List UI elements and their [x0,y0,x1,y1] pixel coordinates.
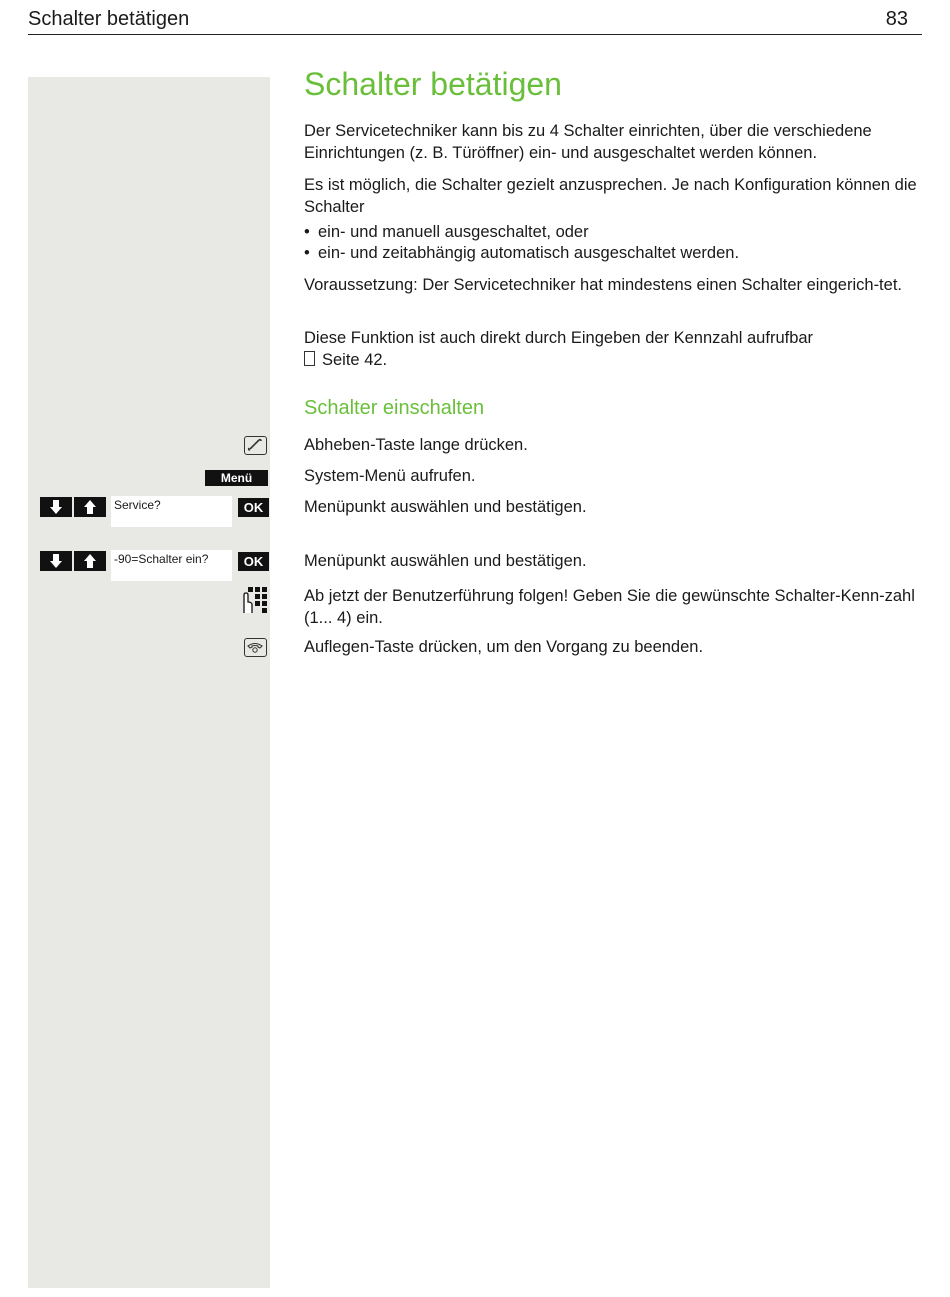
page-number: 83 [885,8,908,30]
instruction-sidebar [28,77,270,1288]
menu-softkey[interactable]: Menü [205,470,268,486]
step-text: Ab jetzt der Benutzerführung folgen! Geben Sie die gewünschte Schalter-Kenn-zahl (1... 4) ein. [304,587,915,627]
intro-paragraph-2: Es ist möglich, die Schalter gezielt anzusprechen. Je nach Konfiguration können die Schalter [304,176,917,216]
page-reference-icon [304,351,315,366]
display-service: Service? [111,496,232,527]
display-switch-on: -90=Schalter ein? [111,550,232,581]
arrow-down-icon [49,499,63,515]
onhook-key-icon [244,638,267,657]
page-header [28,6,922,35]
step-text: Auflegen-Taste drücken, um den Vorgang zu beenden. [304,638,704,656]
arrow-up-icon [83,499,97,515]
keypad-icon [240,586,268,614]
arrow-down-key[interactable] [40,497,72,517]
offhook-key-icon [244,436,267,455]
arrow-up-key[interactable] [74,551,106,571]
arrow-down-key[interactable] [40,551,72,571]
ok-key[interactable]: OK [238,498,269,517]
step-text: Menüpunkt auswählen und bestätigen. [304,552,587,570]
intro-paragraph-4: Diese Funktion ist auch direkt durch Eingeben der Kennzahl aufrufbar [304,329,814,347]
ok-key[interactable]: OK [238,552,269,571]
arrow-up-key[interactable] [74,497,106,517]
bullet-item: • ein- und zeitabhängig automatisch ausgeschaltet werden. [304,244,740,262]
intro-paragraph-1: Der Servicetechniker kann bis zu 4 Schalter einrichten, über die verschiedene Einrichtungen (z. B. Türöffner) ein- und ausgeschaltet werden können. [304,122,872,162]
arrow-up-icon [83,553,97,569]
section-title: Schalter einschalten [304,397,485,419]
page-reference-text: Seite 42. [322,351,388,369]
step-text: Abheben-Taste lange drücken. [304,436,528,454]
arrow-down-icon [49,553,63,569]
bullet-item: • ein- und manuell ausgeschaltet, oder [304,223,589,241]
page-reference [304,350,924,372]
page-title: Schalter betätigen [304,66,562,102]
step-text: System-Menü aufrufen. [304,467,476,485]
step-text: Menüpunkt auswählen und bestätigen. [304,498,587,516]
intro-paragraph-3: Voraussetzung: Der Servicetechniker hat mindestens einen Schalter eingerich-tet. [304,276,902,294]
running-title: Schalter betätigen [28,8,190,30]
